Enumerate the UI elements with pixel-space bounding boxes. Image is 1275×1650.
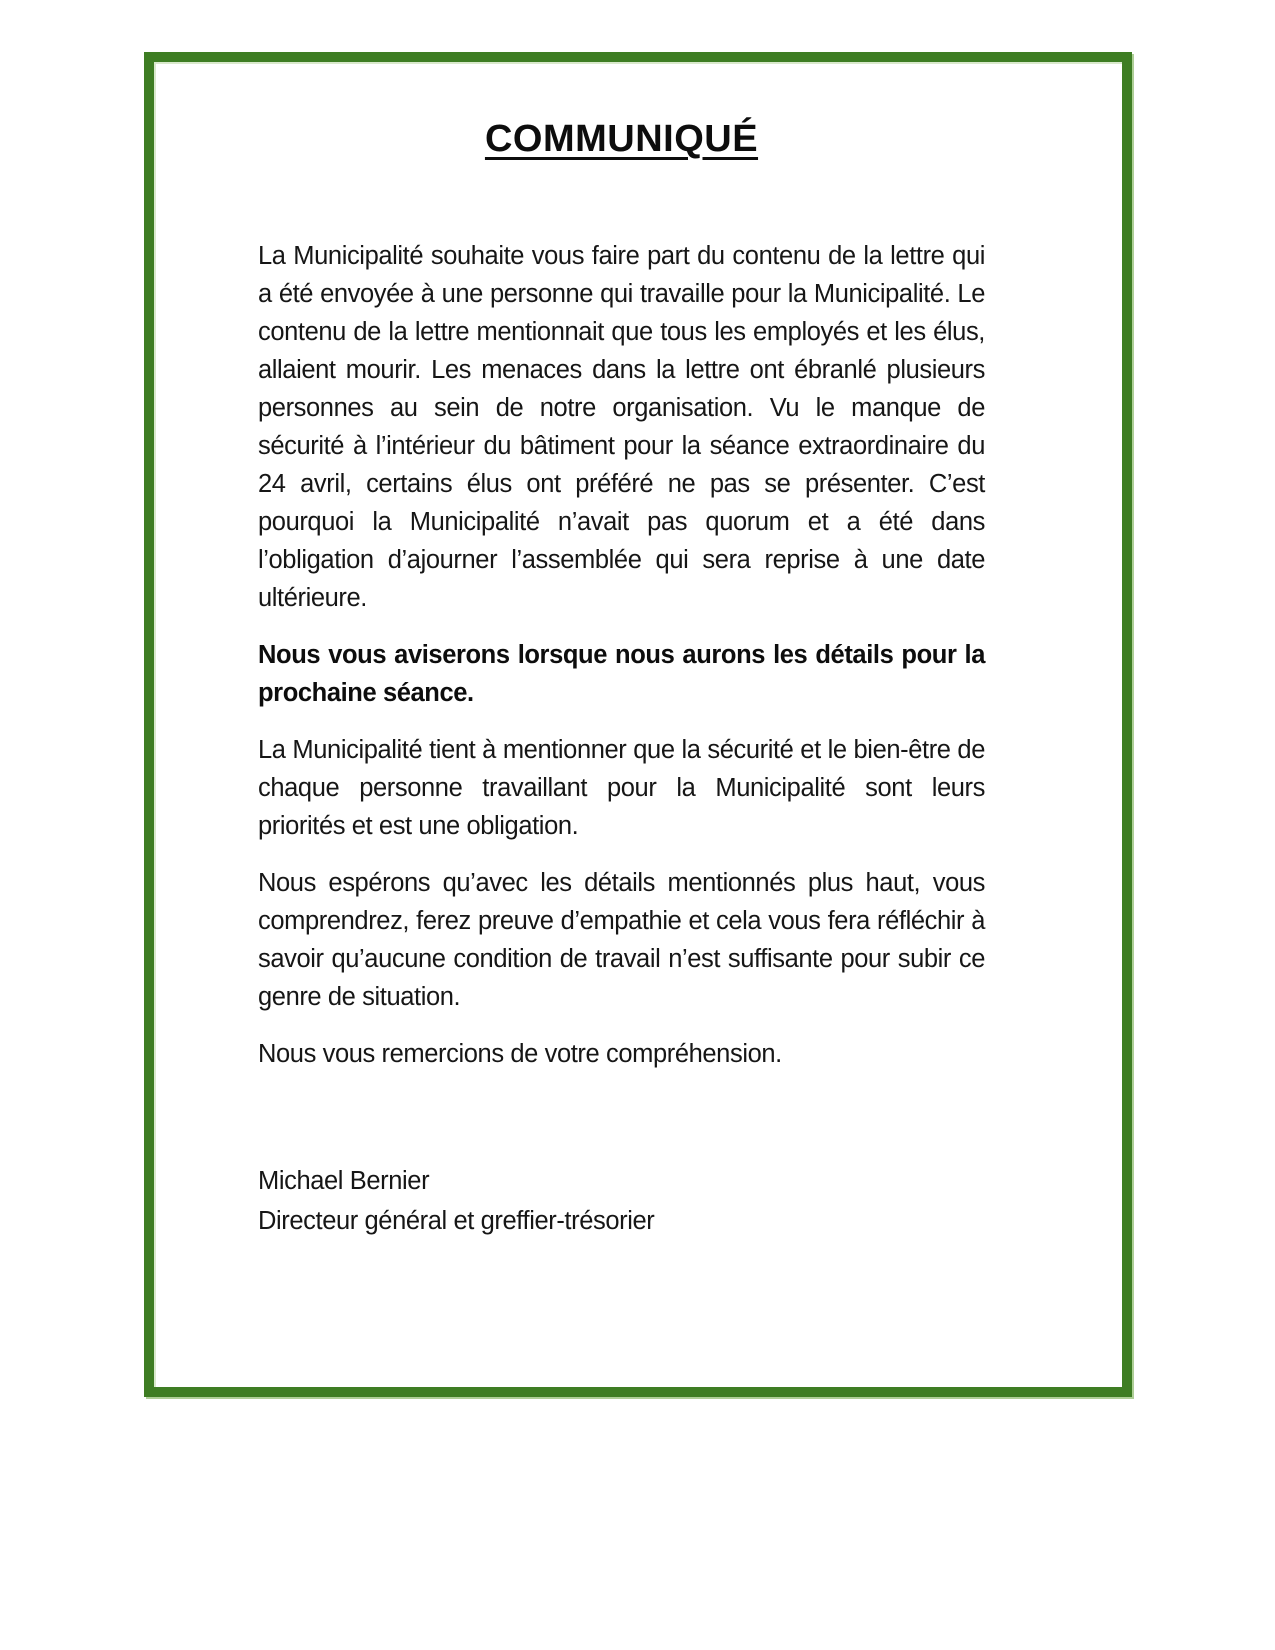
paragraph-intro: La Municipalité souhaite vous faire part du contenu de la lettre qui a été envoyée à une personne qui travaille pour la Municipalité. Le contenu de la lettre mentionnait que tous les employés et les élus, allaient mourir. Les menaces dans la lettre ont ébranlé plusieurs personnes au sein de notre organisation. Vu le manque de sécurité à l’intérieur du bâtiment pour la séance extraordinaire du 24 avril, certains élus ont préféré ne pas se présenter. C’est pourquoi la Municipalité n’avait pas quorum et a été dans l’obligation d’ajourner l’assemblée qui sera reprise à une date ultérieure. [258, 242, 985, 612]
paragraph-empathy: Nous espérons qu’avec les détails mentionnés plus haut, vous comprendrez, ferez preuve d’empathie et cela vous fera réfléchir à savoir qu’aucune condition de travail n’est suffisante pour subir ce genre de situation. [258, 869, 985, 1011]
document-content [258, 62, 985, 1241]
page-title: COMMUNIQUÉ [484, 118, 759, 160]
paragraph-thanks: Nous vous remercions de votre compréhension. [258, 1040, 782, 1068]
paragraph-security: La Municipalité tient à mentionner que la sécurité et le bien-être de chaque personne travaillant pour la Municipalité sont leurs priorités et est une obligation. [258, 736, 985, 840]
signature-name: Michael Bernier [258, 1167, 430, 1195]
signature-title: Directeur général et greffier-trésorier [258, 1207, 655, 1235]
signature-block [258, 1161, 985, 1241]
paragraph-notice-emphasis: Nous vous aviserons lorsque nous aurons les détails pour la prochaine séance. [258, 641, 985, 707]
